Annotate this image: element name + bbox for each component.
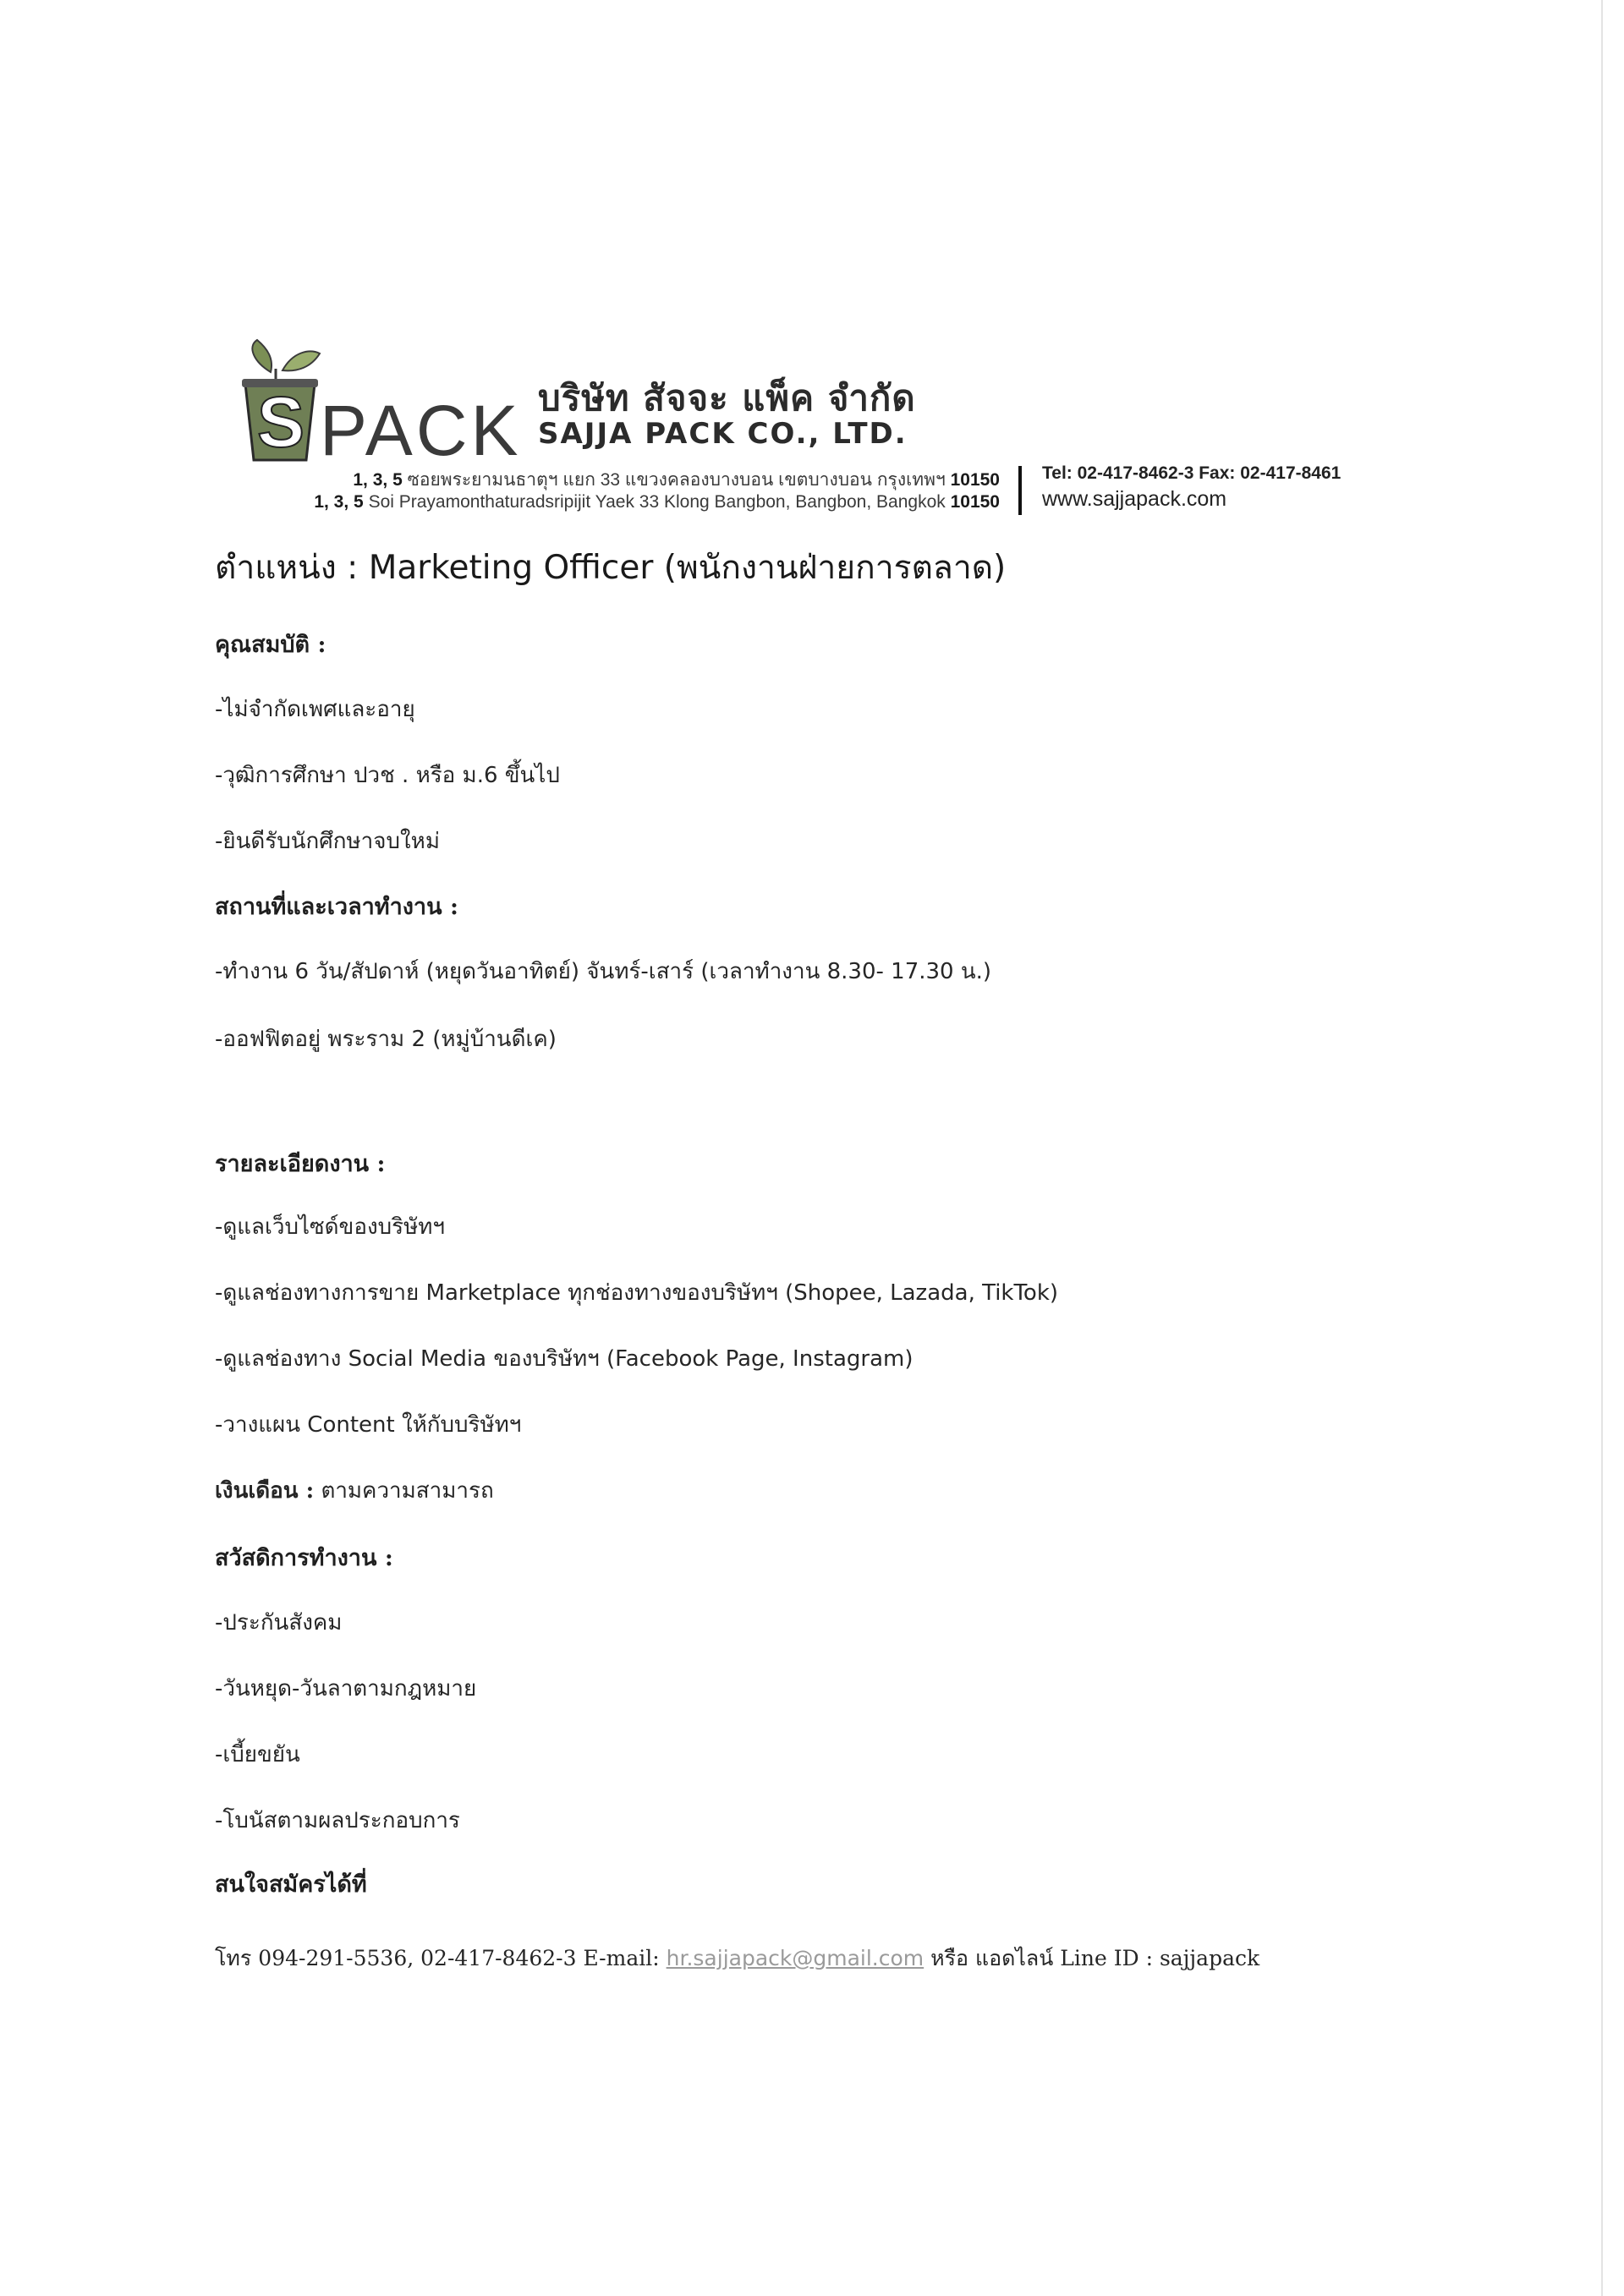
job-details-heading: รายละเอียดงาน : (215, 1151, 386, 1177)
workplace-heading: สถานที่และเวลาทำงาน : (215, 894, 458, 920)
apply-email-link[interactable]: hr.sajjapack@gmail.com (666, 1946, 924, 1970)
workplace-item: -ทำงาน 6 วัน/สัปดาห์ (หยุดวันอาทิตย์) จันทร์-เสาร์ (เวลาทำงาน 8.30- 17.30 น.) (215, 959, 992, 984)
contact-phone-fax: Tel: 02-417-8462-3 Fax: 02-417-8461 (1042, 463, 1341, 483)
address-thai-text: ซอยพระยามนธาตุฯ แยก 33 แขวงคลองบางบอน เขตบางบอน กรุงเทพฯ (407, 470, 946, 490)
address-thai-zip: 10150 (950, 470, 1000, 490)
workplace-item: -ออฟฟิตอยู่ พระราม 2 (หมู่บ้านดีเค) (215, 1027, 557, 1052)
job-detail-item: -ดูแลช่องทาง Social Media ของบริษัทฯ (Facebook Page, Instagram) (215, 1346, 914, 1372)
qualifications-heading: คุณสมบัติ : (215, 632, 326, 658)
salary-value: ตามความสามารถ (321, 1478, 494, 1504)
address-thai (353, 466, 1000, 494)
qualification-item: -ไม่จำกัดเพศและอายุ (215, 697, 415, 722)
job-detail-item: -วางแผน Content ให้กับบริษัทฯ (215, 1412, 522, 1438)
address-thai-number: 1, 3, 5 (353, 470, 403, 490)
benefit-item: -เบี้ยขยัน (215, 1742, 300, 1767)
logo-s-letter: S (257, 382, 305, 462)
qualification-item: -ยินดีรับนักศึกษาจบใหม่ (215, 829, 440, 854)
address-english (314, 492, 1000, 512)
address-english-zip: 10150 (950, 492, 1000, 512)
address-english-text: Soi Prayamonthaturadsripijit Yaek 33 Klong Bangbon, Bangbon, Bangkok (368, 492, 946, 512)
benefit-item: -โบนัสตามผลประกอบการ (215, 1808, 460, 1833)
apply-contact-line (215, 1942, 1259, 1975)
benefit-item: -ประกันสังคม (215, 1610, 343, 1636)
qualification-item: -วุฒิการศึกษา ปวช . หรือ ม.6 ขึ้นไป (215, 763, 560, 788)
company-name-english: SAJJA PACK CO., LTD. (538, 417, 908, 451)
apply-line-id-text: หรือ แอดไลน์ Line ID : sajjapack (930, 1946, 1260, 1970)
logo-leaf-right (283, 351, 320, 370)
benefit-item: -วันหยุด-วันลาตามกฎหมาย (215, 1676, 477, 1701)
salary-line (215, 1473, 494, 1508)
page-edge (1601, 0, 1603, 2296)
header-divider (1018, 466, 1022, 515)
company-name-thai: บริษัท สัจจะ แพ็ค จำกัด (538, 377, 916, 419)
logo-pack-text: PACK (320, 391, 522, 470)
job-detail-item: -ดูแลช่องทางการขาย Marketplace ทุกช่องทางของบริษัทฯ (Shopee, Lazada, TikTok) (215, 1280, 1059, 1306)
company-website[interactable]: www.sajjapack.com (1042, 487, 1227, 511)
salary-label: เงินเดือน : (215, 1478, 315, 1504)
job-detail-item: -ดูแลเว็บไซด์ของบริษัทฯ (215, 1214, 445, 1240)
logo-leaf-left (252, 340, 272, 372)
benefits-heading: สวัสดิการทำงาน : (215, 1545, 393, 1571)
spack-logo (239, 337, 522, 470)
apply-heading: สนใจสมัครได้ที่ (215, 1871, 367, 1898)
address-english-number: 1, 3, 5 (314, 492, 364, 512)
position-title: ตำแหน่ง : Marketing Officer (พนักงานฝ่ายการตลาด) (215, 549, 1007, 587)
apply-phone-text: โทร 094-291-5536, 02-417-8462-3 E-mail: (215, 1946, 660, 1970)
